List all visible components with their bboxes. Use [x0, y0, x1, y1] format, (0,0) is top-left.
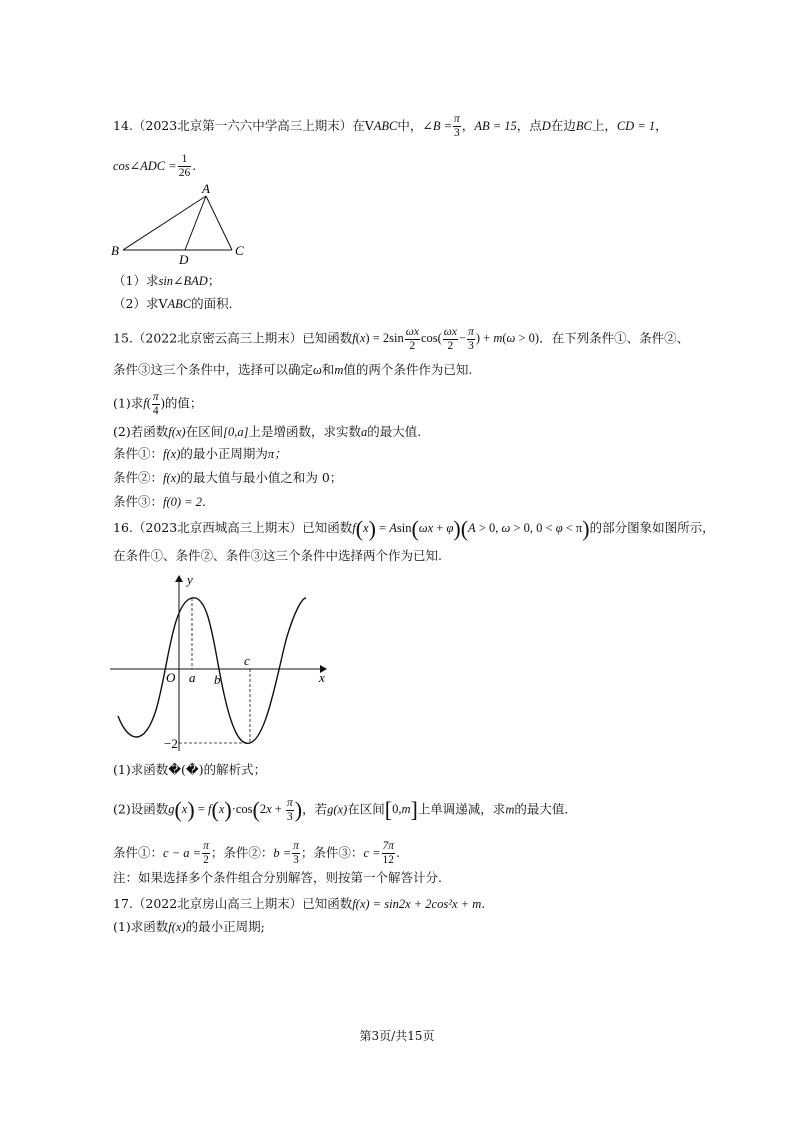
- fx: f(x): [163, 447, 181, 461]
- text: 条件①：: [113, 446, 164, 461]
- text: 条件①：: [113, 845, 164, 860]
- text: 的面积.: [191, 296, 233, 311]
- denominator: 12: [382, 854, 395, 866]
- q14-stem-line1: [113, 113, 668, 140]
- text: 注：如果选择多个条件组合分别解答，则按第一个解答计分.: [113, 870, 442, 885]
- label-neg2: −2: [164, 736, 178, 751]
- q14-source: 14.（2023北京第一六六中学高三上期末）在: [113, 118, 365, 133]
- text: （1）求: [113, 273, 159, 288]
- q17-function-formula: f(x) = sin2x + 2cos²x + m: [352, 897, 482, 911]
- label-b: b: [214, 672, 221, 687]
- label-x: x: [319, 670, 325, 685]
- fraction-pi-2: $\frac{\pi}{2}$: [203, 840, 209, 866]
- text: .: [192, 158, 197, 173]
- q14-triangle-figure: [105, 180, 265, 270]
- text: 在区间: [185, 424, 224, 439]
- f0-eq-2: f(0) = 2: [163, 495, 202, 509]
- sin-bad: sin∠BAD: [158, 274, 208, 288]
- fraction-7pi-12: [382, 840, 396, 867]
- side-ba: [123, 196, 206, 250]
- fx: f(x): [163, 471, 181, 485]
- label-c: c: [244, 653, 250, 668]
- q16-stem-line2: [113, 548, 442, 564]
- fx: f(x): [168, 920, 186, 934]
- text: 条件②：: [113, 470, 164, 485]
- text: .: [202, 494, 206, 509]
- text: 上单调递减，求: [417, 801, 506, 817]
- text: 条件③：: [113, 494, 164, 509]
- q17-part1: [113, 919, 265, 935]
- denominator: 26: [178, 167, 191, 179]
- f-pi-over-4: f( $\frac{\pi}{4}$ ): [143, 391, 165, 417]
- text: （2）求: [113, 296, 159, 311]
- text: .: [481, 896, 486, 911]
- text: ，: [655, 118, 668, 133]
- text: ，若: [302, 801, 328, 817]
- q16-stem-line1: [113, 516, 715, 542]
- label-a: A: [202, 181, 210, 196]
- text: 的最小正周期为: [180, 446, 268, 461]
- c-minus-a: c − a =: [163, 846, 202, 860]
- fraction-pi-3: [453, 113, 461, 140]
- label-b: B: [111, 243, 119, 258]
- q15-source: 15.（2022北京密云高三上期末）已知函数: [113, 330, 353, 346]
- gx: g(x): [327, 802, 348, 817]
- label-origin: O: [166, 670, 176, 685]
- q15-part2: [113, 424, 421, 440]
- text: ．在下列条件①、条件②、: [539, 330, 690, 346]
- text: (2)设函数: [113, 801, 169, 817]
- sine-curve: [118, 598, 306, 744]
- q15-condition1: [113, 446, 287, 462]
- q15-part1: [113, 391, 202, 418]
- label-d: D: [179, 252, 189, 267]
- cd-eq: CD = 1: [616, 119, 656, 133]
- side-ac: [206, 196, 232, 250]
- segment-ad: [185, 196, 206, 250]
- text: 在区间: [347, 801, 385, 817]
- numerator: π: [454, 113, 460, 125]
- cos-adc: cos∠ADC =: [113, 159, 177, 173]
- q16-sine-graph: [110, 570, 340, 752]
- q15-function-formula: f(x) = 2sin $\frac{\omega x}{2}$ cos( $\frac{\omega x}{2}$ − $\frac{\pi}{3}$ ) + m(ω > 0): [352, 326, 540, 352]
- text: (1)求: [113, 395, 144, 411]
- numerator: 7π: [382, 840, 395, 852]
- fx: f(x): [168, 425, 186, 439]
- text: 的最大值.: [367, 424, 422, 439]
- q16-function-formula: f(x) = Asin(ωx + φ)(A > 0, ω > 0, 0 < φ < π): [352, 516, 590, 542]
- segment-bc: BC: [575, 119, 592, 133]
- q14-part2: [113, 296, 233, 312]
- q15-condition3: [113, 494, 206, 510]
- m: m: [505, 802, 515, 817]
- q15-condition2: [113, 470, 342, 486]
- text: 和: [321, 362, 335, 377]
- text: ；条件②：: [210, 845, 274, 860]
- text: (1)求函数: [113, 919, 169, 934]
- interval-0-a: [0,a]: [223, 425, 249, 439]
- q14-stem-line2: [113, 153, 196, 180]
- label-y: y: [187, 572, 193, 587]
- text: ；: [207, 273, 221, 288]
- q17-stem: [113, 896, 485, 912]
- triangle-symbol: V: [158, 296, 168, 311]
- triangle-abc: ABC: [167, 297, 192, 311]
- q15-stem-line2: [113, 362, 472, 378]
- q15-stem-line1: [113, 326, 689, 353]
- fraction-pi-3: $\frac{\pi}{3}$: [293, 840, 299, 866]
- text: 的最小正周期;: [185, 919, 265, 934]
- m: m: [334, 363, 344, 377]
- text: 的部分图象如图所示，: [589, 520, 715, 535]
- ab-eq: AB = 15: [474, 119, 517, 133]
- page-footer: 第3页/共15页: [359, 1029, 435, 1043]
- pi: π；: [267, 447, 287, 461]
- q16-note: [113, 870, 442, 886]
- q14-part1: [113, 273, 220, 289]
- denominator: 3: [454, 127, 460, 139]
- q17-source: 17.（2022北京房山高三上期末）已知函数: [113, 896, 353, 911]
- c-eq: c =: [363, 846, 381, 860]
- q16-part1: [113, 762, 266, 778]
- point-d: D: [541, 119, 551, 133]
- fraction-1-26: [178, 153, 192, 180]
- text: 的值；: [164, 395, 203, 411]
- text: ，点: [516, 118, 542, 133]
- text: 上，: [591, 118, 617, 133]
- label-c: C: [235, 243, 244, 258]
- b-eq: b =: [273, 846, 292, 860]
- text: 的最大值与最小值之和为 0；: [180, 470, 343, 485]
- triangle-abc: ABC: [373, 119, 398, 133]
- text: ，: [461, 118, 475, 133]
- text: 在条件①、条件②、条件③这三个条件中选择两个作为已知.: [113, 548, 442, 563]
- q16-conditions: 条件①：c − a = $\frac{\pi}{2}$ ；条件②：b = $\frac{\pi}{3}$ ；条件③：c = $\frac{7\pi}{12}$ .: [113, 840, 401, 866]
- text: 中，: [397, 118, 423, 133]
- text: 条件③这三个条件中，选择可以确定: [113, 362, 314, 377]
- text: 在边: [550, 118, 576, 133]
- interval-0-m: [0,m]: [384, 797, 418, 823]
- text: (2)若函数: [113, 424, 169, 439]
- a: a: [360, 425, 368, 439]
- omega: ω: [313, 363, 322, 377]
- q16-part2: [113, 797, 568, 824]
- text: 值的两个条件作为已知.: [343, 362, 473, 377]
- g-formula: g(x) = f(x)·cos(2x + $\frac{\pi}{3}$ ): [168, 797, 303, 823]
- q16-source: 16.（2023北京西城高三上期末）已知函数: [113, 520, 353, 535]
- triangle-symbol: V: [364, 118, 374, 133]
- text: 的最大值.: [514, 801, 569, 817]
- text: (1)求函数�(�)的解析式；: [113, 762, 267, 777]
- numerator: 1: [178, 153, 192, 167]
- angle-b: ∠B =: [422, 119, 453, 133]
- label-a: a: [189, 670, 196, 685]
- text: 上是增函数，求实数: [248, 424, 361, 439]
- text: ；条件③：: [300, 845, 364, 860]
